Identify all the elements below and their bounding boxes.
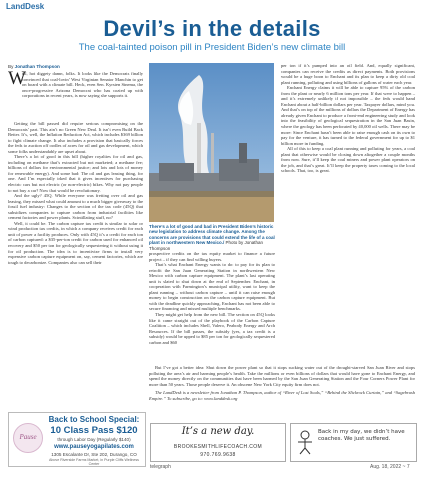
ad-location: Above Riverside Farms Market, in Purple Cliffs Wellness Center [49, 458, 139, 466]
photo-caption [149, 224, 275, 251]
pause-logo-icon [13, 423, 43, 453]
footer-publication: telegraph [150, 464, 171, 470]
ad-script: It’s a new day. [181, 426, 255, 437]
article-column-1 [8, 121, 143, 265]
section-label: LandDesk [6, 2, 45, 11]
ad-phone: 970.769.9638 [200, 452, 236, 458]
article-column-3 [281, 63, 415, 174]
photo-credit: Photo by Jonathan Thompson [149, 240, 264, 251]
byline-author: Jonathan Thompson [14, 64, 60, 69]
byline-prefix: By [8, 64, 14, 69]
ad-headline: Back to School Special: [48, 415, 140, 424]
footer-date-page: Aug. 18, 2022 ~ 7 [370, 464, 410, 470]
ad-url-link[interactable]: www.pauseyogapilates.com [54, 444, 134, 450]
ad-note: through Labor Day (Regularly $140) [57, 437, 131, 442]
coaches-quote-ad [290, 423, 417, 462]
life-coach-ad[interactable] [150, 423, 286, 462]
article-column-2 [149, 251, 275, 345]
stick-figure-icon [295, 429, 315, 455]
coal-plant-photo-icon [149, 63, 274, 222]
paragraph: There’s a lot of good in this bill (higher royalties for oil and gas, including on methane that’s extracted but not marketed; a methane fee; billions of dollars for environmental justice; and lots and lots of money for renewable energy). And some bad: The oil and gas leasing thing, for one. And I’m especially irked that it gives incentives for purchasing electric cars but not electric (or non-electric) bikes. Why not pay people to not buy a car? Now that would be revolutionary. [8, 154, 143, 193]
paragraph: prospective credits on the tax equity market to finance a future project – if they can find willing buyers. [149, 251, 275, 262]
paragraph: But I’ve got a better idea: Shut down the power plant so that it stops sucking water out of the drought-starved San Juan River and stops polluting the area’s air and harming people’s health. Take the millions or even billions of dollars that would have gone to Enchant Energy, and spend the money directly on the communities that have been harmed by the San Juan Generating Station and the Four Corners Power Plant for more than 50 years. Those people deserve it. An obscene New York City equity firm does not. [149, 365, 415, 387]
caption-text: There’s a lot of good and bad in President Biden’s historic new legislation to address climate change. Among the concerns are provisions that could extend the life of a coal plant in northwestern New Mexico./ [149, 224, 275, 246]
headline: Devil’s in the details [103, 16, 321, 41]
yoga-ad[interactable] [8, 412, 146, 467]
article-column-1-lead [22, 71, 143, 99]
ad-offer: 10 Class Pass $120 [50, 425, 138, 436]
paragraph: Well, it could be. The carbon capture tax credit is similar to solar or wind production tax credits, in which a company receives credit for each unit of power a facility produces. Only with 45Q it’s a credit for each ton of carbon captured: a $35-per-ton credit for carbon used for enhanced oil recovery and $50 per ton for geologically sequestering it without using it for oil production. The idea is to incentivize firms to install very expensive carbon capture equipment on, say, cement factories, which are tough to decarbonize. Companies also can sell their [8, 220, 143, 265]
article-column-wide [149, 365, 415, 401]
paragraph: Enchant Energy claims it will be able to capture 95% of the carbon from the plant or nearly 6 million tons per year. If that were to happen – and it’s extremely unlikely if not impossible – the feds would hand Enchant about a half-billion dollars per year. Taxpayer dollars, mind you. And that’s on top of the millions of dollars the Department of Energy has already given Enchant to produce a front-end engineering study and look into the feasibility of geological sequestration in the San Juan Basin, where the geology has been perforated by 40,000 oil wells. There may be more: Since Enchant hasn’t been able to raise enough cash on its own to pay for the venture, it has turned to the federal government for up to $1 billion more in funding. [281, 85, 415, 146]
paragraph: That’s what Enchant Energy wants to do: to pay for its plan to retrofit the San Juan Generating Station in northwestern New Mexico with carbon capture equipment. The plant’s last operating unit is slated to shut down at the end of September. Enchant, in cooperation with Farmington’s municipal utility, want to keep the plant running – without carbon capture – until it can raise enough money to begin construction on the carbon capture equipment. But with the deadline quickly approaching, Enchant has not been able to secure financing and missed multiple benchmarks. [149, 262, 275, 312]
subheadline: The coal-tainted poison pill in President Biden’s new climate bill [78, 42, 346, 53]
paragraph: All of this to keep a coal plant running and polluting for years, a coal plant that otherwise would be closing down altogether a couple months from now. Sure, it’ll keep the coal miners and power plant operators on the job, and that’s great. It’ll keep the property taxes coming to the local schools. That, too, is great. [281, 146, 415, 174]
ad-url-link[interactable]: BROOKESMITHLIFECOACH.COM [173, 444, 263, 450]
paragraph: They might get help from the new bill. The section on 45Q looks like it came straight out of the playbook of the Carbon Capture Coalition – which includes Shell, Valero, Peabody Energy and Arch Resources. If the bill passes, the subsidy (yes, a tax credit is a subsidy) would be upped to $85 per ton for geologically sequestered carbon and $60 [149, 312, 275, 345]
ad-address: 1305 Escalante Dr, Ste 202, Durango, CO [51, 452, 137, 457]
article-photo [149, 63, 274, 222]
quote-text: Back in my day, we didn’t have coaches. We just suffered. [318, 429, 405, 442]
paragraph: ell, hot diggety damn, folks. It looks like the Democrats finally convinced that coal-lovin’ West Virginian Senator Manchin to get on board with a climate bill. Heck, even Sen. Kyrsten Sinema, the once-progressive Arizona Democrat who has cozied up with corporations in recent years, is now saying she supports it. [22, 71, 143, 99]
paragraph: And the ugly? 45Q. While everyone was fretting over oil and gas leasing, they missed what could amount to a much bigger giveaway to the fossil fuel industry: Changes to the section of the tax code (45Q) that subsidizes companies to capture carbon from industrial facilities like cement factories and power plants. Scintillating stuff, no? [8, 193, 143, 221]
author-bio: The LandDesk is a newsletter from Jonathan P. Thompson, author of “River of Lost Souls,” “Behind the Slickrock Curtain,” and “Sagebrush Empire.” To subscribe, go to: www.landdesk.org [149, 390, 415, 401]
pause-logo-text: Pause [19, 433, 37, 441]
paragraph: per ton if it’s pumped into an oil field. And, equally significant, companies can receive the credits as direct payments. Both provisions would be a huge boon to Enchant and its plan to keep a dirty old coal plant running, polluting and using billions of gallons of water each year. [281, 63, 415, 85]
drop-cap: W [8, 68, 26, 89]
paragraph: Getting the bill passed did require serious compromising on the Democrats’ part. This ain’t no Green New Deal. It isn’t even Build Back Better. It’s, well, the Inflation Reduction Act, which includes $369 billion to fight climate change. It also includes a provision that basically forces the feds to auction off oodles of acres for oil and gas development, which some folks understandably are upset about. [8, 121, 143, 154]
